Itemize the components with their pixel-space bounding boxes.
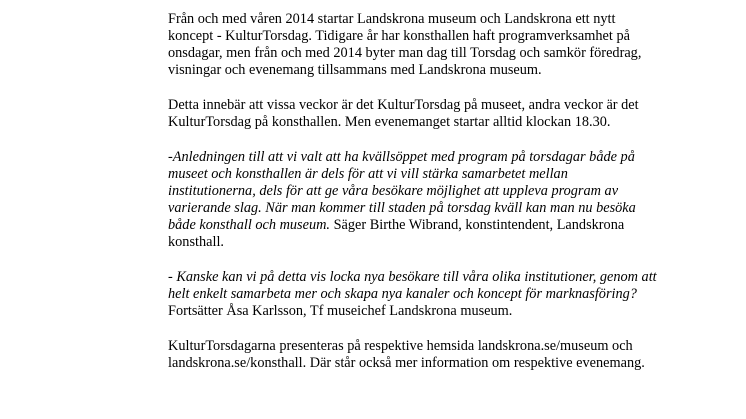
- quote-text-wibrand: -Anledningen till att vi valt att ha kvällsöppet med program på torsdagar både på museet och konsthallen är dels för att vi vill stärka samarbetet mellan institutionerna, dels för att ge våra besökare möjlighet att uppleva program av varierande slag. När man kommer till staden på torsdag kväll kan man nu besöka både konsthall och museum.: [168, 149, 636, 233]
- info-paragraph: KulturTorsdagarna presenteras på respektive hemsida landskrona.se/museum och landskrona.se/konsthall. Där står också mer information om respektive evenemang.: [168, 338, 645, 371]
- quote-paragraph-karlsson: [168, 269, 658, 320]
- quote-attribution-karlsson: Fortsätter Åsa Karlsson, Tf museichef Landskrona museum.: [168, 303, 513, 319]
- quote-text-karlsson: - Kanske kan vi på detta vis locka nya besökare till våra olika institutioner, genom att helt enkelt samarbeta mer och skapa nya kanaler och koncept för marknasföring?: [168, 269, 657, 302]
- document-body: [168, 11, 658, 372]
- schedule-paragraph: Detta innebär att vissa veckor är det KulturTorsdag på museet, andra veckor är det KulturTorsdag på konsthallen. Men evenemanget startar alltid klockan 18.30.: [168, 97, 639, 130]
- quote-attribution-wibrand: Säger Birthe Wibrand, konstintendent, Landskrona konsthall.: [168, 217, 625, 250]
- intro-paragraph: Från och med våren 2014 startar Landskrona museum och Landskrona ett nytt koncept - KulturTorsdag. Tidigare år har konsthallen haft programverksamhet på onsdagar, men från och med 2014 byter man dag till Torsdag och samkör föredrag, visningar och evenemang tillsammans med Landskrona museum.: [168, 11, 642, 78]
- quote-paragraph-wibrand: [168, 149, 658, 251]
